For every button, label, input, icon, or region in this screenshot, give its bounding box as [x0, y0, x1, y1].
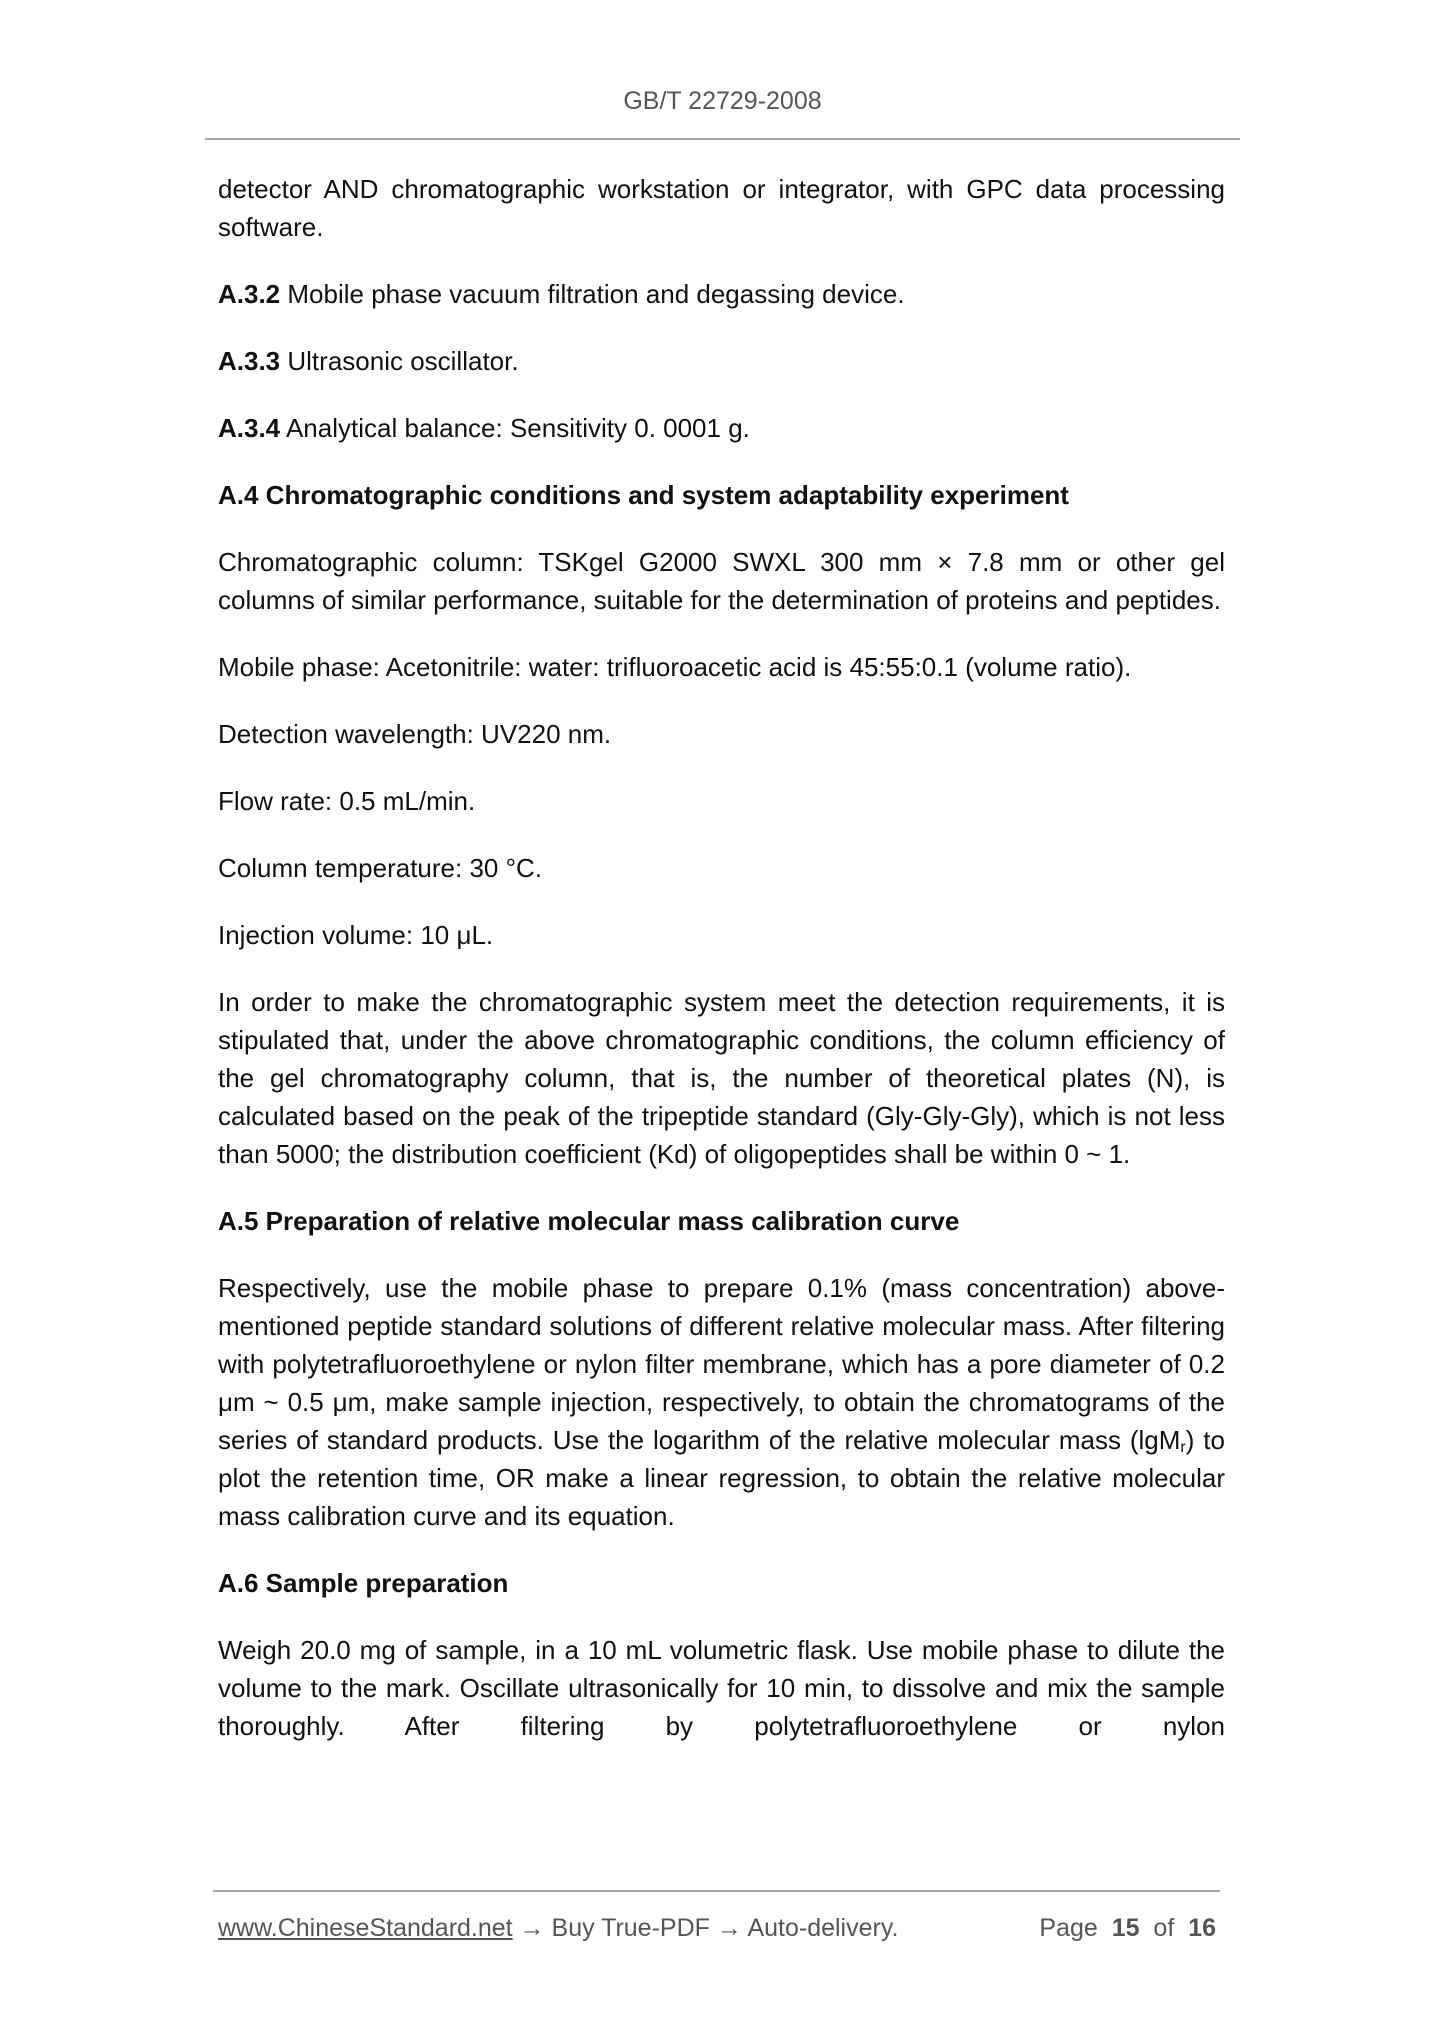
clause-text: Ultrasonic oscillator. — [280, 346, 519, 376]
clause-text: Mobile phase vacuum filtration and degassing device. — [280, 279, 905, 309]
page-footer — [218, 1913, 1218, 1943]
paragraph-intro: detector AND chromatographic workstation or integrator, with GPC data processing software. — [218, 174, 1225, 242]
footer-divider — [213, 1890, 1220, 1892]
clause-number: A.3.3 — [218, 346, 281, 376]
paragraph-flow-rate: Flow rate: 0.5 mL/min. — [218, 786, 476, 816]
page-total: 16 — [1188, 1914, 1216, 1942]
paragraph-sample-preparation: Weigh 20.0 mg of sample, in a 10 mL volumetric flask. Use mobile phase to dilute the volume to the mark. Oscillate ultrasonically for 10 min, to dissolve and mix the sample thoroughly. After filtering by polytetrafluoroethylene or nylon — [218, 1635, 1225, 1741]
document-body — [218, 170, 1225, 1774]
page-current: 15 — [1111, 1914, 1140, 1942]
paragraph-mobile-phase: Mobile phase: Acetonitrile: water: trifluoroacetic acid is 45:55:0.1 (volume ratio). — [218, 652, 1132, 682]
paragraph-column: Chromatographic column: TSKgel G2000 SWXL 300 mm × 7.8 mm or other gel columns of similar performance, suitable for the determination of proteins and peptides. — [218, 547, 1225, 615]
clause-text: Analytical balance: Sensitivity 0. 0001 g. — [280, 413, 750, 443]
subscript-r: r — [1180, 1439, 1186, 1456]
section-heading-a5: A.5 Preparation of relative molecular mass calibration curve — [218, 1206, 960, 1236]
clause-a34 — [218, 409, 1225, 447]
header-divider — [205, 138, 1240, 140]
arrow-right-icon: → — [519, 1914, 545, 1942]
clause-number: A.3.2 — [218, 279, 281, 309]
auto-delivery-text: Auto-delivery. — [747, 1914, 899, 1942]
clause-number: A.3.4 — [218, 413, 281, 443]
clause-a33 — [218, 342, 1225, 380]
page-header-title: GB/T 22729-2008 — [623, 87, 822, 115]
clause-a32 — [218, 275, 1225, 313]
buy-true-pdf-text: Buy True-PDF — [551, 1914, 710, 1942]
page-label: Page — [1039, 1914, 1098, 1942]
paragraph-column-temperature: Column temperature: 30 °C. — [218, 853, 542, 883]
paragraph-wavelength: Detection wavelength: UV220 nm. — [218, 719, 612, 749]
calibration-text-part2: ) to plot the retention time, OR make a linear regression, to obtain the relative molecular mass calibration curve and its equation. — [218, 1425, 1225, 1531]
section-heading-a4: A.4 Chromatographic conditions and system adaptability experiment — [218, 480, 1069, 510]
calibration-text-part1: Respectively, use the mobile phase to prepare 0.1% (mass concentration) above-mentioned peptide standard solutions of different relative molecular mass. After filtering with polytetrafluoroethylene or nylon filter membrane, which has a pore diameter of 0.2 μm ~ 0.5 μm, make sample injection, respectively, to obtain the chromatograms of the series of standard products. Use the logarithm of the relative molecular mass (lgM — [218, 1273, 1225, 1455]
of-label: of — [1153, 1914, 1175, 1942]
paragraph-system-requirements: In order to make the chromatographic system meet the detection requirements, it is stipulated that, under the above chromatographic conditions, the column efficiency of the gel chromatography column, that is, the number of theoretical plates (N), is calculated based on the peak of the tripeptide standard (Gly-Gly-Gly), which is not less than 5000; the distribution coefficient (Kd) of oligopeptides shall be within 0 ~ 1. — [218, 987, 1225, 1169]
arrow-right-icon: → — [716, 1914, 742, 1942]
section-heading-a6: A.6 Sample preparation — [218, 1568, 509, 1598]
paragraph-injection-volume: Injection volume: 10 μL. — [218, 920, 494, 950]
chinesestandard-link[interactable]: www.ChineseStandard.net — [218, 1914, 513, 1942]
page-indicator — [1039, 1913, 1216, 1943]
paragraph-calibration — [218, 1269, 1225, 1535]
